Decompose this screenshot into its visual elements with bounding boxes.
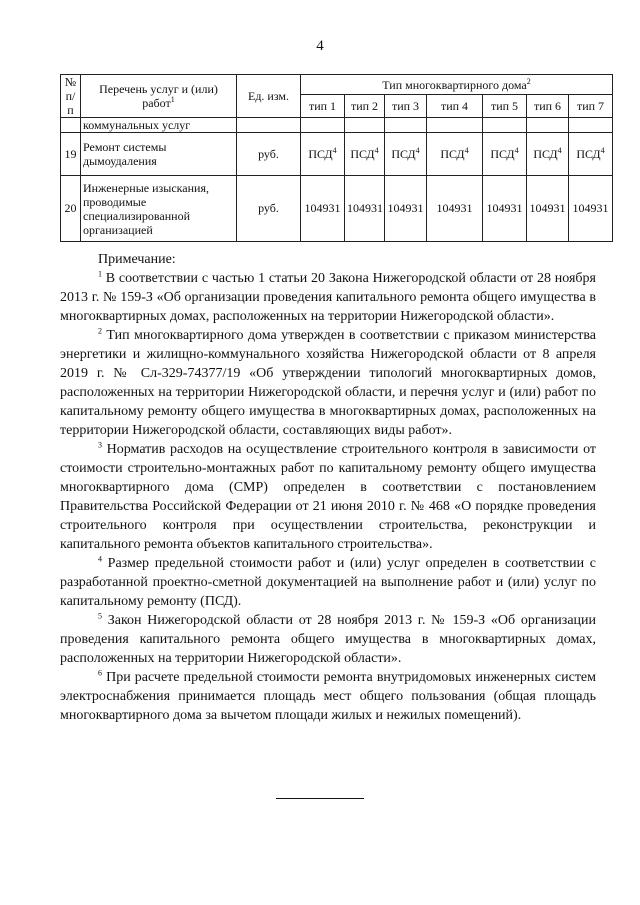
row-20-type-1: 104931 [301,176,345,242]
row-19-type-5: ПСД$^4$ [483,133,527,176]
note-4: $^4$ Размер предельной стоимости работ и (или) услуг определен в соответствии с разработанной проектно-сметной документацией на выполнение работ и (или) услуг по капитальному ремонту (ПСД). [60,554,596,609]
note-3: $^3$ Норматив расходов на осуществление строительного контроля в зависимости от стоимости строительно-монтажных работ по капитальному ремонту общего имущества многоквартирного дома (СМР) определен в соответствии с постановлением Правительства Российской Федерации от 21 июня 2010 г. № 468 «О порядке проведения строительного контроля при осуществлении строительства, реконструкции и капитального ремонта объектов капитального строительства». [60,440,597,552]
row-19-type-4: ПСД$^4$ [427,133,483,176]
header-services [81,75,237,118]
continuation-text: коммунальных услуг [81,118,237,133]
header-unit: Ед. изм. [237,75,301,118]
row-19-type-7: ПСД$^4$ [569,133,613,176]
header-house-type-sup: 2 [526,76,531,86]
row-20-type-7: 104931 [569,176,613,242]
notes-section [60,250,596,725]
row-19-type-1: ПСД$^4$ [301,133,345,176]
header-type-5: тип 5 [483,95,527,118]
note-6: $^6$ При расчете предельной стоимости ремонта внутридомовых инженерных систем электроснабжения принимается площадь мест общего пользования (общая площадь многоквартирного дома за вычетом площади жилых и нежилых помещений). [60,668,597,723]
row-19-name: Ремонт системы дымоудаления [81,133,237,176]
page-number: 4 [316,38,324,54]
row-19-type-6: ПСД$^4$ [527,133,569,176]
note-2: $^2$ Тип многоквартирного дома утвержден в соответствии с приказом министерства энергетики и жилищно-коммунального хозяйства Нижегородской области от 8 апреля 2019 г. № Сл-329-74377/19 «Об утверждении типологий многоквартирных домов, расположенных на территории Нижегородской области, и перечня услуг и (или) работ по капитальному ремонту общего имущества в многоквартирных домах, расположенных на территории Нижегородской области, составляющих виды работ». [60,326,596,438]
row-20-num: 20 [61,176,81,242]
row-19-num: 19 [61,133,81,176]
header-num [61,75,81,118]
table-row [61,176,613,242]
header-services-line2: работ [142,96,171,110]
header-num-line1: № [64,75,77,89]
row-20-type-6: 104931 [527,176,569,242]
row-19-type-3: ПСД$^4$ [385,133,427,176]
row-19-unit: руб. [237,133,301,176]
row-20-name: Инженерные изыскания, проводимые специализированной организацией [81,176,237,242]
header-type-2: тип 2 [345,95,385,118]
header-type-4: тип 4 [427,95,483,118]
note-1: $^1$ В соответствии с частью 1 статьи 20 Закона Нижегородской области от 28 ноября 2013 г. № 159-З «Об организации проведения капитального ремонта общего имущества в многоквартирных домах, расположенных на территории Нижегородской области». [60,269,596,324]
services-table [60,74,613,242]
row-20-type-4: 104931 [427,176,483,242]
header-type-3: тип 3 [385,95,427,118]
header-type-1: тип 1 [301,95,345,118]
header-num-line2: п/п [65,89,76,117]
header-services-line1: Перечень услуг и (или) [99,82,218,96]
row-20-unit: руб. [237,176,301,242]
row-19-type-2: ПСД$^4$ [345,133,385,176]
header-type-7: тип 7 [569,95,613,118]
row-20-type-2: 104931 [345,176,385,242]
table-row [61,118,613,133]
header-type-6: тип 6 [527,95,569,118]
note-5: $^5$ Закон Нижегородской области от 28 ноября 2013 г. № 159-З «Об организации проведения капитального ремонта общего имущества в многоквартирных домах, расположенных на территории Нижегородской области». [60,611,597,666]
notes-heading: Примечание: [98,252,176,267]
separator-line [276,798,364,799]
header-house-type [301,75,613,95]
table-row [61,133,613,176]
header-services-sup: 1 [170,95,175,104]
header-house-type-label: Тип многоквартирного дома [382,77,527,92]
row-20-type-5: 104931 [483,176,527,242]
row-20-type-3: 104931 [385,176,427,242]
